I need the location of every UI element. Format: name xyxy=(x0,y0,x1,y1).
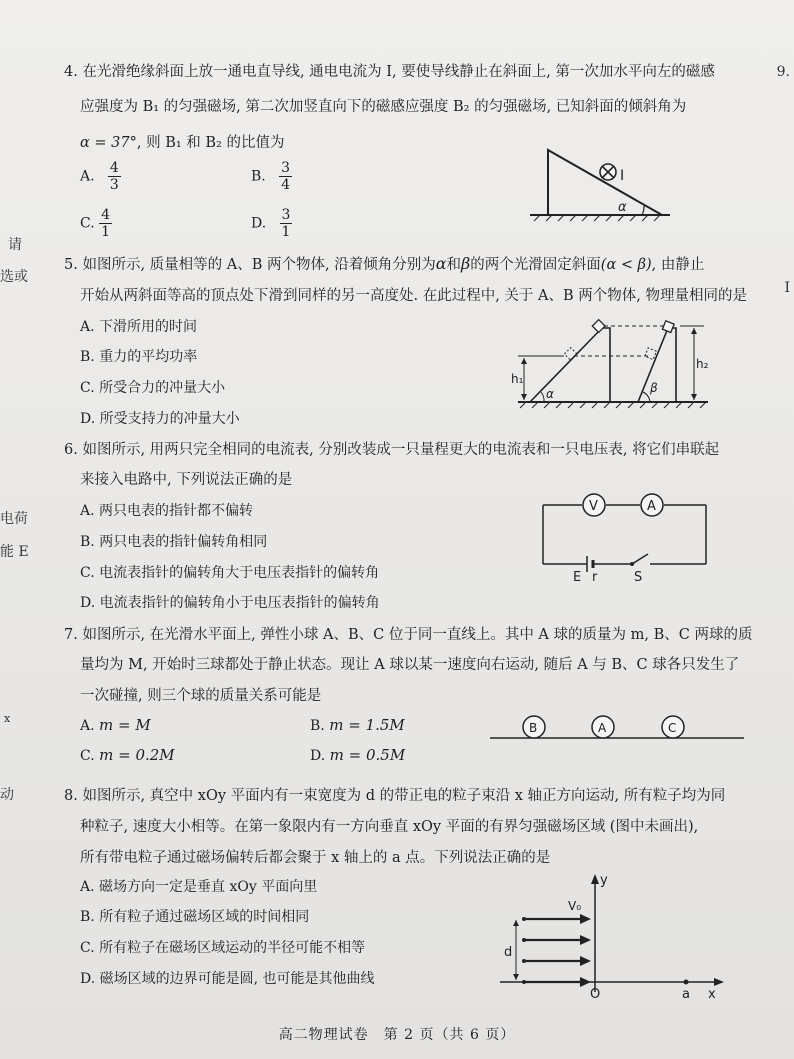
edge-fragment: 动 xyxy=(0,787,14,803)
q4-incline-figure xyxy=(530,145,680,225)
q7-option-b[interactable]: B. m = 1.5M xyxy=(310,716,405,734)
q5-h2-label: h₂ xyxy=(696,357,709,371)
edge-fragment: 能 E xyxy=(0,544,29,560)
q4-option-a[interactable]: A. $\frac{4}{3}$ xyxy=(80,160,119,193)
q6-resistance-label: r xyxy=(592,570,598,585)
q8-width-label: d xyxy=(504,945,513,960)
q8-option-a[interactable]: A. 磁场方向一定是垂直 xOy 平面向里 xyxy=(80,879,318,895)
q8-line2: 种粒子, 速度大小相等。在第一象限内有一方向垂直 xOy 平面的有界匀强磁场区域 (图中未画出), xyxy=(80,819,699,835)
edge-fragment: I xyxy=(784,280,790,296)
q6-line2: 来接入电路中, 下列说法正确的是 xyxy=(80,472,293,488)
q7-option-d[interactable]: D. m = 0.5M xyxy=(310,746,406,764)
q6-circuit-figure xyxy=(540,490,710,585)
q8-point-a-label: a xyxy=(682,987,690,1002)
q8-x-axis-label: x xyxy=(708,987,716,1002)
q8-option-c[interactable]: C. 所有粒子在磁场区域运动的半径可能不相等 xyxy=(80,940,366,956)
q5-option-c[interactable]: C. 所受合力的冲量大小 xyxy=(80,380,226,396)
q4-line3: α = 37°, 则 B₁ 和 B₂ 的比值为 xyxy=(80,135,285,151)
svg-text:B: B xyxy=(529,721,538,735)
q5-alpha-label: α xyxy=(546,387,554,401)
q4-angle-label: α xyxy=(618,200,627,215)
q8-line3: 所有带电粒子通过磁场偏转后都会聚于 x 轴上的 a 点。下列说法正确的是 xyxy=(80,850,551,866)
edge-fragment: 请 xyxy=(8,237,22,253)
q6-emf-label: E xyxy=(573,570,582,585)
q6-option-c[interactable]: C. 电流表指针的偏转角大于电压表指针的偏转角 xyxy=(80,565,380,581)
q6-ammeter-label: A xyxy=(647,499,656,514)
q8-option-d[interactable]: D. 磁场区域的边界可能是圆, 也可能是其他曲线 xyxy=(80,971,375,987)
q4-angle-value: α = 37° xyxy=(80,135,137,151)
edge-fragment: 9. xyxy=(776,64,790,80)
q5-two-inclines-figure xyxy=(508,316,714,412)
svg-text:C: C xyxy=(668,721,677,735)
q7-option-c[interactable]: C. m = 0.2M xyxy=(80,746,175,764)
q8-line1: 8. 如图所示, 真空中 xOy 平面内有一束宽度为 d 的带正电的粒子束沿 x 轴正方向运动, 所有粒子均为同 xyxy=(64,788,726,804)
switch-icon xyxy=(632,554,648,564)
q6-option-a[interactable]: A. 两只电表的指针都不偏转 xyxy=(80,503,254,519)
edge-fragment: 电荷 xyxy=(0,511,28,527)
q7-line2: 量均为 M, 开始时三球都处于静止状态。现让 A 球以某一速度向右运动, 随后 A 与 B、C 球各只发生了 xyxy=(80,657,740,673)
q4-option-b[interactable]: B. $\frac{3}{4}$ xyxy=(251,160,291,193)
q4-line1: 4. 在光滑绝缘斜面上放一通电直导线, 通电电流为 I, 要使导线静止在斜面上, 第一次加水平向左的磁感 xyxy=(64,64,715,80)
q7-line1: 7. 如图所示, 在光滑水平面上, 弹性小球 A、B、C 位于同一直线上。其中 A 球的质量为 m, B、C 两球的质 xyxy=(64,627,753,643)
q5-line2: 开始从两斜面等高的顶点处下滑到同样的另一高度处. 在此过程中, 关于 A、B 两个物体, 物理量相同的是 xyxy=(80,288,747,304)
page-footer: 高二物理试卷 第 2 页（共 6 页） xyxy=(278,1027,516,1043)
q4-option-c[interactable]: C. $\frac{4}{1}$ xyxy=(80,207,111,240)
q5-beta-label: β xyxy=(650,381,658,395)
q5-line1: 5. 如图所示, 质量相等的 A、B 两个物体, 沿着倾角分别为α和β的两个光滑固定斜面(α < β), 由静止 xyxy=(64,254,705,273)
q7-option-a[interactable]: A. m = M xyxy=(80,716,151,734)
q5-option-b[interactable]: B. 重力的平均功率 xyxy=(80,349,198,365)
q4-option-d[interactable]: D. $\frac{3}{1}$ xyxy=(251,207,291,240)
point-a-marker xyxy=(684,980,689,985)
svg-text:A: A xyxy=(598,721,607,735)
q6-voltmeter-label: V xyxy=(589,499,598,514)
q8-origin-label: O xyxy=(590,987,601,1002)
q8-velocity-label: V₀ xyxy=(568,899,582,913)
q6-option-d[interactable]: D. 电流表指针的偏转角小于电压表指针的偏转角 xyxy=(80,595,380,611)
q8-particle-beam-figure xyxy=(500,870,730,1000)
edge-fragment: 选或 xyxy=(0,269,28,285)
q5-h1-label: h₁ xyxy=(511,372,524,386)
q8-y-axis-label: y xyxy=(600,873,608,888)
q6-option-b[interactable]: B. 两只电表的指针偏转角相同 xyxy=(80,534,268,550)
q4-current-label: I xyxy=(620,168,625,184)
q7-balls-figure xyxy=(490,712,744,742)
q8-option-b[interactable]: B. 所有粒子通过磁场区域的时间相同 xyxy=(80,909,310,925)
q4-line2: 应强度为 B₁ 的匀强磁场, 第二次加竖直向下的磁感应强度 B₂ 的匀强磁场, 已知斜面的倾斜角为 xyxy=(80,99,687,115)
edge-fragment: x xyxy=(4,712,11,725)
q6-line1: 6. 如图所示, 用两只完全相同的电流表, 分别改装成一只量程更大的电流表和一只电压表, 将它们串联起 xyxy=(64,442,720,458)
q5-option-d[interactable]: D. 所受支持力的冲量大小 xyxy=(80,411,240,427)
q5-option-a[interactable]: A. 下滑所用的时间 xyxy=(80,319,198,335)
q7-line3: 一次碰撞, 则三个球的质量关系可能是 xyxy=(80,688,322,704)
q6-switch-label: S xyxy=(634,570,643,585)
